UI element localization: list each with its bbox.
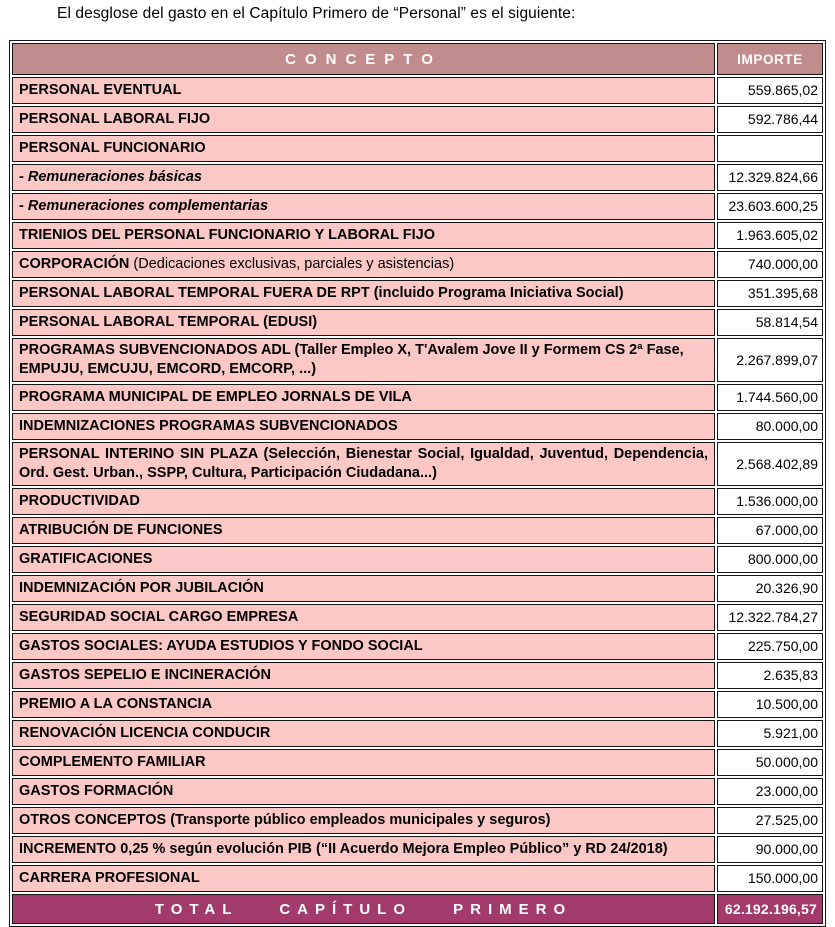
- concept-cell: PERSONAL FUNCIONARIO: [12, 135, 715, 162]
- table-row: [12, 77, 823, 104]
- concept-cell: INDEMNIZACIÓN POR JUBILACIÓN: [12, 575, 715, 602]
- table-row: [12, 807, 823, 834]
- amount-cell: 2.635,83: [717, 662, 823, 689]
- table-row: [12, 280, 823, 307]
- amount-cell: 27.525,00: [717, 807, 823, 834]
- header-row: [12, 43, 823, 75]
- concept-cell: PERSONAL LABORAL TEMPORAL FUERA DE RPT (incluido Programa Iniciativa Social): [12, 280, 715, 307]
- table-row: [12, 135, 823, 162]
- table-row: [12, 106, 823, 133]
- table-row: [12, 575, 823, 602]
- concept-cell: INCREMENTO 0,25 % según evolución PIB (“II Acuerdo Mejora Empleo Público” y RD 24/2018): [12, 836, 715, 863]
- document-page: [0, 5, 835, 927]
- table-row: [12, 720, 823, 747]
- amount-cell: 225.750,00: [717, 633, 823, 660]
- table-row: [12, 164, 823, 191]
- table-row: [12, 778, 823, 805]
- concept-cell: PREMIO A LA CONSTANCIA: [12, 691, 715, 718]
- concept-column-header: CONCEPTO: [12, 43, 715, 75]
- amount-cell: 740.000,00: [717, 251, 823, 278]
- amount-cell: [717, 135, 823, 162]
- table-row: [12, 251, 823, 278]
- concept-cell: RENOVACIÓN LICENCIA CONDUCIR: [12, 720, 715, 747]
- total-amount: 62.192.196,57: [717, 894, 823, 924]
- table-row: [12, 488, 823, 515]
- table-row: [12, 749, 823, 776]
- amount-cell: 1.963.605,02: [717, 222, 823, 249]
- table-row: [12, 546, 823, 573]
- table-row: [12, 338, 823, 382]
- amount-cell: 800.000,00: [717, 546, 823, 573]
- concept-cell: SEGURIDAD SOCIAL CARGO EMPRESA: [12, 604, 715, 631]
- amount-cell: 20.326,90: [717, 575, 823, 602]
- table-row: [12, 662, 823, 689]
- concept-cell: INDEMNIZACIONES PROGRAMAS SUBVENCIONADOS: [12, 413, 715, 440]
- concept-cell: PROGRAMA MUNICIPAL DE EMPLEO JORNALS DE VILA: [12, 384, 715, 411]
- amount-cell: 2.568.402,89: [717, 442, 823, 486]
- table-row: [12, 384, 823, 411]
- budget-table: [9, 40, 826, 927]
- concept-cell: CORPORACIÓN (Dedicaciones exclusivas, parciales y asistencias): [12, 251, 715, 278]
- page-title: El desglose del gasto en el Capítulo Primero de “Personal” es el siguiente:: [57, 5, 576, 22]
- amount-cell: 67.000,00: [717, 517, 823, 544]
- table-row: [12, 309, 823, 336]
- table-body: [12, 77, 823, 892]
- concept-cell: ATRIBUCIÓN DE FUNCIONES: [12, 517, 715, 544]
- amount-cell: 2.267.899,07: [717, 338, 823, 382]
- amount-cell: 559.865,02: [717, 77, 823, 104]
- concept-cell: PERSONAL LABORAL TEMPORAL (EDUSI): [12, 309, 715, 336]
- table-row: [12, 517, 823, 544]
- concept-cell: COMPLEMENTO FAMILIAR: [12, 749, 715, 776]
- amount-cell: 592.786,44: [717, 106, 823, 133]
- amount-cell: 80.000,00: [717, 413, 823, 440]
- concept-cell: OTROS CONCEPTOS (Transporte público empleados municipales y seguros): [12, 807, 715, 834]
- concept-cell: PERSONAL LABORAL FIJO: [12, 106, 715, 133]
- table-row: [12, 193, 823, 220]
- amount-cell: 12.329.824,66: [717, 164, 823, 191]
- table-row: [12, 865, 823, 892]
- total-row: [12, 894, 823, 924]
- amount-cell: 150.000,00: [717, 865, 823, 892]
- concept-cell: GASTOS FORMACIÓN: [12, 778, 715, 805]
- amount-cell: 1.744.560,00: [717, 384, 823, 411]
- amount-cell: 5.921,00: [717, 720, 823, 747]
- table-row: [12, 442, 823, 486]
- table-row: [12, 633, 823, 660]
- concept-cell: PERSONAL EVENTUAL: [12, 77, 715, 104]
- concept-cell: GASTOS SEPELIO E INCINERACIÓN: [12, 662, 715, 689]
- amount-cell: 23.000,00: [717, 778, 823, 805]
- concept-cell: CARRERA PROFESIONAL: [12, 865, 715, 892]
- total-label: TOTAL CAPÍTULO PRIMERO: [12, 894, 715, 924]
- concept-cell: TRIENIOS DEL PERSONAL FUNCIONARIO Y LABORAL FIJO: [12, 222, 715, 249]
- amount-column-header: IMPORTE: [717, 43, 823, 75]
- amount-cell: 58.814,54: [717, 309, 823, 336]
- amount-cell: 12.322.784,27: [717, 604, 823, 631]
- table-row: [12, 413, 823, 440]
- amount-cell: 1.536.000,00: [717, 488, 823, 515]
- concept-cell: GRATIFICACIONES: [12, 546, 715, 573]
- amount-cell: 23.603.600,25: [717, 193, 823, 220]
- table-row: [12, 836, 823, 863]
- table-row: [12, 691, 823, 718]
- concept-cell: PROGRAMAS SUBVENCIONADOS ADL (Taller Empleo X, T'Avalem Jove II y Formem CS 2ª Fase, EMPUJU, EMCUJU, EMCORD, EMCORP, ...): [12, 338, 715, 382]
- amount-cell: 90.000,00: [717, 836, 823, 863]
- amount-cell: 50.000,00: [717, 749, 823, 776]
- amount-cell: 351.395,68: [717, 280, 823, 307]
- concept-cell: PERSONAL INTERINO SIN PLAZA (Selección, Bienestar Social, Igualdad, Juventud, Dependencia, Ord. Gest. Urban., SSPP, Cultura, Participación Ciudadana...): [12, 442, 715, 486]
- concept-cell: GASTOS SOCIALES: AYUDA ESTUDIOS Y FONDO SOCIAL: [12, 633, 715, 660]
- table-row: [12, 604, 823, 631]
- amount-cell: 10.500,00: [717, 691, 823, 718]
- table-row: [12, 222, 823, 249]
- concept-cell: PRODUCTIVIDAD: [12, 488, 715, 515]
- concept-cell: - Remuneraciones complementarias: [12, 193, 715, 220]
- concept-suffix: (Dedicaciones exclusivas, parciales y asistencias): [129, 256, 455, 272]
- concept-cell: - Remuneraciones básicas: [12, 164, 715, 191]
